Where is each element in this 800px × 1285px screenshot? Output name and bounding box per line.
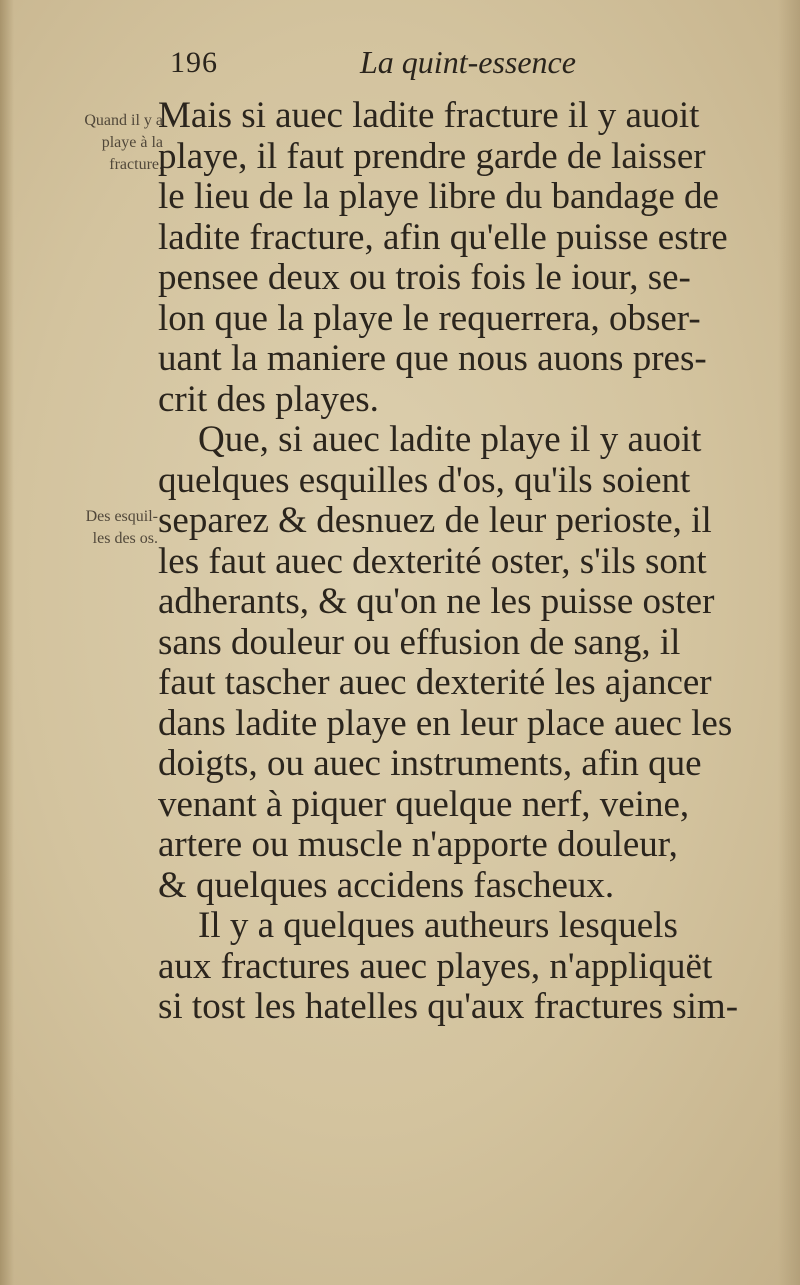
text-line: uant la maniere que nous auons pres- <box>158 338 707 379</box>
text-line: artere ou muscle n'apporte douleur, <box>158 824 678 865</box>
margin-note-line: les des os. <box>92 530 158 547</box>
text-line: & quelques accidens fascheux. <box>158 864 615 906</box>
text-line: sans douleur ou effusion de sang, il <box>158 621 681 663</box>
text-line: le lieu de la playe libre du bandage de <box>158 176 719 217</box>
text-line: ladite fracture, afin qu'elle puisse estre <box>158 216 728 258</box>
text-line: les faut auec dexterité oster, s'ils sont <box>158 540 707 582</box>
page-number: 196 <box>170 46 218 79</box>
text-line: quelques esquilles d'os, qu'ils soient <box>158 459 691 501</box>
text-line: lon que la playe le requerrera, obser- <box>158 297 701 339</box>
margin-note-esquilles <box>28 506 158 550</box>
text-line: crit des playes. <box>158 378 379 420</box>
running-title: La quint-essence <box>360 44 576 80</box>
margin-note-line: Des esquil- <box>85 508 158 525</box>
margin-note-line: playe à la <box>101 134 163 151</box>
text-line: Mais si auec ladite fracture il y auoit <box>158 95 700 136</box>
text-line: aux fractures auec playes, n'appliquët <box>158 945 713 987</box>
text-line: doigts, ou auec instruments, afin que <box>158 743 702 784</box>
body-text <box>158 96 778 1028</box>
margin-note-playe-fracture <box>28 110 163 176</box>
margin-note-line: Quand il y a <box>84 112 163 129</box>
text-line: dans ladite playe en leur place auec les <box>158 702 733 744</box>
margin-note-line: fracture. <box>109 156 163 173</box>
text-line: playe, il faut prendre garde de laisser <box>158 135 706 177</box>
text-line: Il y a quelques autheurs lesquels <box>198 905 678 946</box>
text-line: si tost les hatelles qu'aux fractures sim- <box>158 986 739 1027</box>
running-head <box>170 42 730 92</box>
text-line: adherants, & qu'on ne les puisse oster <box>158 581 715 622</box>
text-line: pensee deux ou trois fois le iour, se- <box>158 257 691 298</box>
text-line: venant à piquer quelque nerf, veine, <box>158 783 690 825</box>
text-line: separez & desnuez de leur perioste, il <box>158 500 712 541</box>
text-line: faut tascher auec dexterité les ajancer <box>158 662 712 703</box>
text-line: Que, si auec ladite playe il y auoit <box>198 419 702 460</box>
